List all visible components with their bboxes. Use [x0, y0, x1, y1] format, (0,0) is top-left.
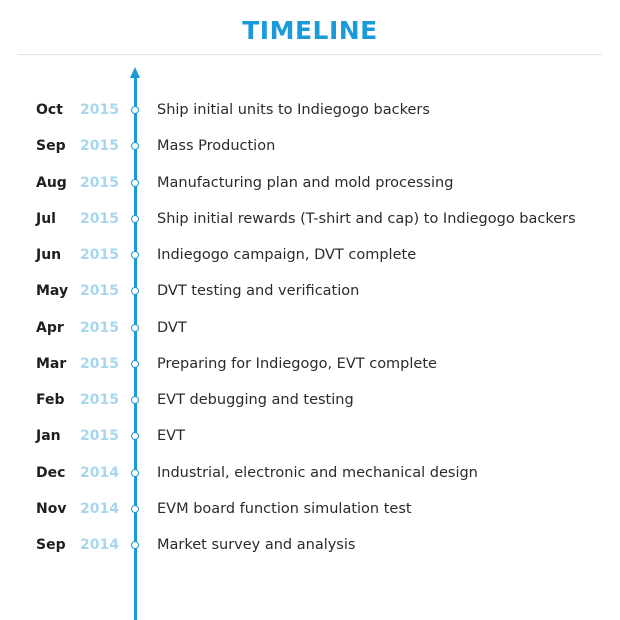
timeline-item: [0, 318, 620, 338]
timeline-item: [0, 173, 620, 193]
event-month: Dec: [36, 464, 66, 481]
event-month: Jan: [36, 428, 61, 445]
event-description: Industrial, electronic and mechanical design: [157, 464, 478, 481]
event-year: 2015: [80, 428, 119, 445]
timeline-dot-icon: [131, 360, 139, 368]
timeline-dot-icon: [131, 287, 139, 295]
event-description: Ship initial rewards (T-shirt and cap) to Indiegogo backers: [157, 210, 576, 227]
timeline-dot-icon: [131, 324, 139, 332]
event-description: Market survey and analysis: [157, 537, 356, 553]
timeline-dot-icon: [131, 469, 139, 477]
timeline-dot-icon: [131, 106, 139, 114]
event-year: 2014: [80, 500, 119, 517]
event-description: Mass Production: [157, 138, 276, 155]
event-description: Manufacturing plan and mold processing: [157, 174, 454, 191]
timeline-item: [0, 281, 620, 301]
page-title: TIMELINE: [242, 16, 378, 45]
timeline-item: [0, 354, 620, 374]
event-month: Nov: [36, 500, 67, 517]
timeline-item: [0, 209, 620, 229]
event-year: 2015: [80, 247, 119, 263]
event-month: Sep: [36, 138, 66, 155]
event-description: EVT debugging and testing: [157, 392, 354, 408]
timeline-dot-icon: [131, 251, 139, 259]
event-description: EVM board function simulation test: [157, 500, 412, 517]
timeline-dot-icon: [131, 432, 139, 440]
event-description: DVT: [157, 319, 187, 336]
timeline-item: [0, 426, 620, 446]
event-month: Aug: [36, 174, 67, 191]
timeline-dot-icon: [131, 142, 139, 150]
event-year: 2015: [80, 283, 119, 300]
timeline-item: [0, 535, 620, 555]
event-description: Preparing for Indiegogo, EVT complete: [157, 355, 437, 372]
timeline-item: [0, 245, 620, 265]
event-month: Mar: [36, 355, 67, 372]
event-year: 2015: [80, 174, 119, 191]
timeline-dot-icon: [131, 396, 139, 404]
event-year: 2014: [80, 537, 119, 553]
event-year: 2015: [80, 102, 119, 118]
timeline-item: [0, 499, 620, 519]
event-month: Feb: [36, 392, 65, 408]
event-description: DVT testing and verification: [157, 283, 360, 300]
timeline-item: [0, 136, 620, 156]
event-year: 2015: [80, 392, 119, 408]
timeline-item: [0, 100, 620, 120]
event-year: 2014: [80, 464, 119, 481]
event-month: Apr: [36, 319, 64, 336]
event-month: Jun: [36, 247, 62, 263]
event-year: 2015: [80, 355, 119, 372]
timeline-dot-icon: [131, 505, 139, 513]
timeline-dot-icon: [131, 215, 139, 223]
timeline-item: [0, 390, 620, 410]
timeline-dot-icon: [131, 541, 139, 549]
timeline-dot-icon: [131, 179, 139, 187]
event-month: Oct: [36, 102, 63, 118]
event-year: 2015: [80, 319, 119, 336]
event-description: Ship initial units to Indiegogo backers: [157, 102, 430, 118]
event-month: Jul: [36, 210, 56, 227]
title-divider: [18, 54, 602, 55]
event-year: 2015: [80, 138, 119, 155]
timeline-item: [0, 463, 620, 483]
event-month: May: [36, 283, 69, 300]
event-description: EVT: [157, 428, 185, 445]
event-month: Sep: [36, 537, 66, 553]
event-year: 2015: [80, 210, 119, 227]
event-description: Indiegogo campaign, DVT complete: [157, 247, 417, 263]
